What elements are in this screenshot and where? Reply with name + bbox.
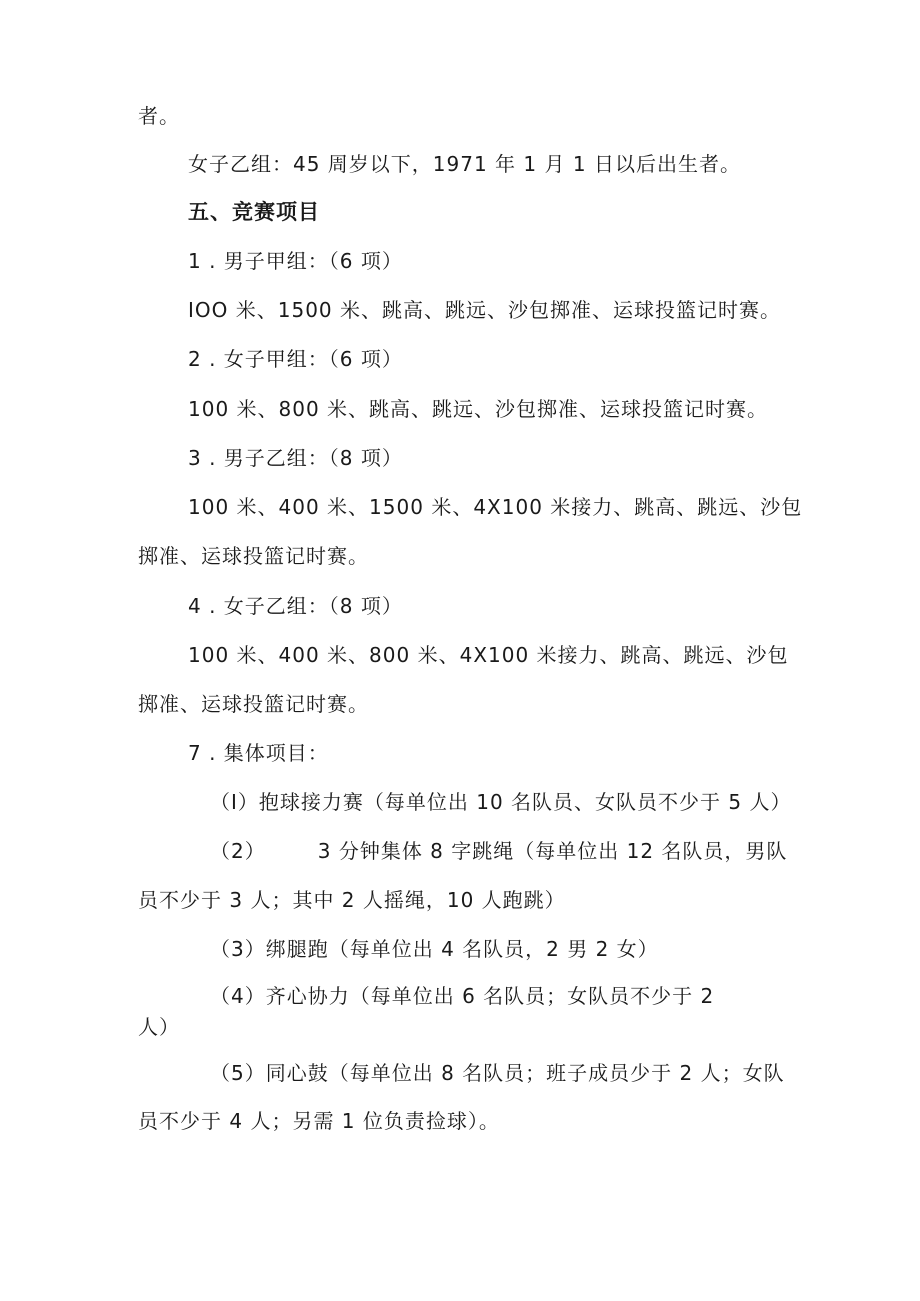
group-event-label: （2） — [210, 839, 266, 863]
group-event-line: 人） — [138, 1015, 180, 1039]
section-heading: 五、竞赛项目 — [188, 200, 320, 224]
group-event-line: （I）抱球接力赛（每单位出 10 名队员、女队员不少于 5 人） — [210, 790, 792, 814]
group-event-text: 3 分钟集体 8 字跳绳（每单位出 12 名队员，男队 — [317, 839, 788, 863]
item-body: IOO 米、1500 米、跳高、跳远、沙包掷准、运球投篮记时赛。 — [188, 298, 781, 322]
item-body: 掷准、运球投篮记时赛。 — [138, 544, 369, 568]
item-title: 2 . 女子甲组：（6 项） — [188, 347, 403, 371]
item-body: 100 米、800 米、跳高、跳远、沙包掷准、运球投篮记时赛。 — [188, 397, 769, 421]
item-title: 7 . 集体项目： — [188, 741, 329, 765]
text-line: 者。 — [138, 104, 180, 128]
item-body: 100 米、400 米、1500 米、4X100 米接力、跳高、跳远、沙包 — [188, 495, 803, 519]
item-body: 掷准、运球投篮记时赛。 — [138, 692, 369, 716]
group-event-line: 员不少于 3 人；其中 2 人摇绳，10 人跑跳） — [138, 888, 566, 912]
group-event-line: （4）齐心协力（每单位出 6 名队员；女队员不少于 2 — [210, 984, 715, 1008]
group-event-line — [210, 838, 787, 864]
group-event-line: （3）绑腿跑（每单位出 4 名队员，2 男 2 女） — [210, 937, 659, 961]
item-title: 1 . 男子甲组：（6 项） — [188, 249, 403, 273]
item-body: 100 米、400 米、800 米、4X100 米接力、跳高、跳远、沙包 — [188, 643, 789, 667]
text-line: 女子乙组：45 周岁以下，1971 年 1 月 1 日以后出生者。 — [188, 152, 741, 176]
group-event-line: 员不少于 4 人；另需 1 位负责捡球）。 — [138, 1109, 500, 1133]
group-event-line: （5）同心鼓（每单位出 8 名队员；班子成员少于 2 人；女队 — [210, 1061, 785, 1085]
item-title: 4 . 女子乙组：（8 项） — [188, 594, 403, 618]
item-title: 3 . 男子乙组：（8 项） — [188, 446, 403, 470]
